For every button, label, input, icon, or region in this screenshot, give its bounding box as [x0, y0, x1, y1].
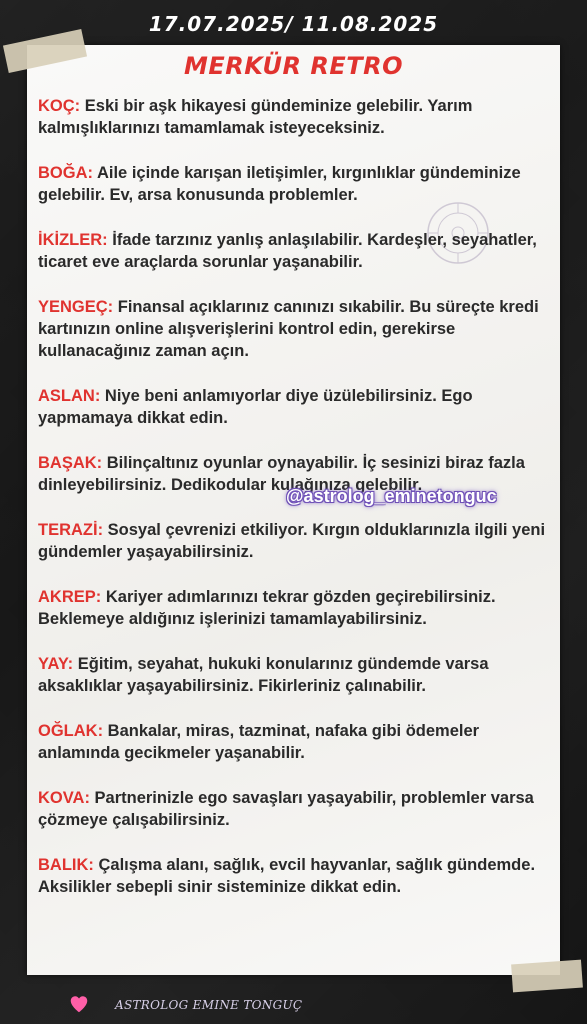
sign-label: BAŞAK:	[38, 454, 103, 472]
entry-text: Bilinçaltınız oyunlar oynayabilir. İç sesinizi biraz fazla dinleyebilirsiniz. Dedikodular kulağınıza gelebilir.	[38, 454, 525, 494]
sign-label: YAY:	[38, 655, 74, 673]
entry-ikizler	[38, 229, 553, 273]
date-range: 17.07.2025/ 11.08.2025	[148, 12, 439, 36]
sign-label: KOVA:	[38, 789, 90, 807]
tape-bottom-right	[511, 960, 583, 993]
heart-icon	[68, 993, 90, 1015]
sign-label: İKİZLER:	[38, 231, 108, 249]
sign-label: BALIK:	[38, 856, 94, 874]
entry-yengec	[38, 296, 553, 362]
entry-text: Partnerinizle ego savaşları yaşayabilir, problemler varsa çözmeye çalışabilirsiniz.	[38, 789, 534, 829]
page-title: MERKÜR RETRO	[184, 52, 403, 80]
entry-koc	[38, 95, 553, 139]
sign-label: ASLAN:	[38, 387, 101, 405]
entry-yay	[38, 653, 553, 697]
entry-text: Kariyer adımlarınızı tekrar gözden geçirebilirsiniz. Beklemeye aldığınız işlerinizi tamamlayabilirsiniz.	[38, 588, 496, 628]
sign-label: KOÇ:	[38, 97, 81, 115]
entry-text: İfade tarzınız yanlış anlaşılabilir. Kardeşler, seyahatler, ticaret eve araçlarda sorunlar yaşanabilir.	[38, 231, 537, 271]
entry-aslan	[38, 385, 553, 429]
entry-kova	[38, 787, 553, 831]
entry-text: Eğitim, seyahat, hukuki konularınız gündemde varsa aksaklıklar yaşayabilirsiniz. Fikirleriniz çalınabilir.	[38, 655, 489, 695]
sign-label: AKREP:	[38, 588, 102, 606]
entry-text: Sosyal çevrenizi etkiliyor. Kırgın olduklarınızla ilgili yeni gündemler yaşayabilirsiniz.	[38, 521, 546, 561]
entry-text: Çalışma alanı, sağlık, evcil hayvanlar, sağlık gündemde. Aksilikler sebepli sinir sisteminize dikkat edin.	[38, 856, 536, 896]
entry-text: Finansal açıklarınız canınızı sıkabilir. Bu süreçte kredi kartınızın online alışverişlerini kontrol edin, gerekirse kullanacağınız zaman açın.	[38, 298, 539, 360]
instagram-handle-watermark: @astrolog_eminetonguc	[286, 486, 497, 506]
entry-balik	[38, 854, 553, 898]
sign-label: TERAZİ:	[38, 521, 104, 539]
sign-label: YENGEÇ:	[38, 298, 114, 316]
sign-label: OĞLAK:	[38, 722, 104, 740]
entry-text: Niye beni anlamıyorlar diye üzülebilirsiniz. Ego yapmamaya dikkat edin.	[38, 387, 473, 427]
entry-oglak	[38, 720, 553, 764]
entry-text: Bankalar, miras, tazminat, nafaka gibi ödemeler anlamında gecikmeler yaşanabilir.	[38, 722, 480, 762]
entry-boga	[38, 162, 553, 206]
entry-text: Aile içinde karışan iletişimler, kırgınlıklar gündeminize gelebilir. Ev, arsa konusunda problemler.	[38, 164, 521, 204]
entry-akrep	[38, 586, 553, 630]
sign-label: BOĞA:	[38, 164, 93, 182]
horoscope-list	[38, 95, 553, 921]
footer-signature: ASTROLOG EMINE TONGUÇ	[115, 998, 303, 1012]
entry-terazi	[38, 519, 553, 563]
entry-text: Eski bir aşk hikayesi gündeminize gelebilir. Yarım kalmışlıklarınızı tamamlamak isteyeceksiniz.	[38, 97, 473, 137]
